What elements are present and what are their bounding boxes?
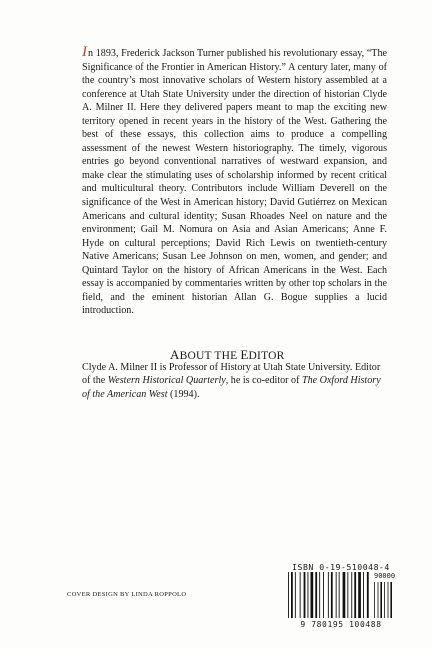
heading-cap-a: A [170, 347, 180, 362]
barcode-bar [358, 572, 361, 618]
barcode-bar [331, 572, 333, 618]
cover-design-credit: COVER DESIGN BY LINDA ROPPOLO [67, 591, 187, 598]
barcode-bar [363, 572, 364, 618]
barcode-bar [343, 572, 346, 618]
barcode-bar [323, 572, 324, 618]
barcode-bar [347, 572, 348, 618]
addon-bar [388, 582, 389, 618]
barcode-bar [295, 572, 296, 618]
editor-bio-text-3: (1994). [167, 388, 200, 400]
barcode-bar [339, 572, 340, 618]
barcode-bar [328, 572, 329, 618]
description-paragraph [82, 44, 387, 318]
journal-title: Western Historical Quarterly [107, 375, 226, 387]
isbn-label: ISBN 0-19-510048-4 [292, 562, 390, 572]
barcode-block [286, 562, 396, 632]
barcode-bar [308, 572, 309, 618]
barcode-bar [311, 572, 314, 618]
barcode-bar [336, 572, 337, 618]
heading-cap-e: E [240, 347, 249, 362]
editor-bio-text-2: , he is co-editor of [225, 375, 302, 387]
barcode-bar [367, 572, 369, 618]
addon-bar [390, 582, 392, 618]
addon-bar [378, 582, 379, 618]
editor-bio [82, 361, 387, 401]
barcode-bar [315, 572, 317, 618]
editor-bio-text-1: Clyde A. Milner II is Professor of History at Utah State University. Editor of the [82, 362, 381, 387]
drop-cap: I [82, 44, 87, 60]
barcode-bar [288, 572, 289, 618]
barcode-bar [304, 572, 306, 618]
barcode-bar [300, 572, 301, 618]
description-text: n 1893, Frederick Jackson Turner published his revolutionary essay, “The Significance of the Frontier in American History.” A century later, many of the country’s most innovative scholars of Western history assembled at a conference at Utah State University under the direction of historian Clyde A. Milner II. Here they delivered papers meant to map the exciting new territory opened in recent years in the history of the West. Gathering the best of these essays, this collection aims to produce a compelling assessment of the newest Western historiography. The timely, vigorous entries go beyond conventional narratives of westward expansion, and make clear the stimulating uses of scholarship informed by recent critical and multicultural theory. Contributors include William Deverell on the significance of the West in American history; David Gutiérrez on Mexican Americans and cultural identity; Susan Rhoades Neel on nature and the environment; Gail M. Nomura on Asia and Asian Americans; Anne F. Hyde on cultural perceptions; David Rich Lewis on twentieth-century Native Americans; Susan Lee Johnson on men, women, and gender; and Quintard Taylor on the history of African Americans in the West. Each essay is accompanied by commentaries written by other top scholars in the field, and the eminent historian Allan G. Bogue supplies a lucid introduction. [82, 48, 387, 317]
book-title: The Oxford History of the American West [82, 375, 381, 400]
barcode-bar [354, 572, 356, 618]
addon-number: 90000 [374, 572, 396, 580]
heading-part-d: DITOR [248, 350, 285, 362]
ean-number: 9 780195 100488 [300, 620, 382, 629]
heading-part-b: BOUT THE [179, 350, 241, 362]
barcode-bar [351, 572, 352, 618]
addon-bar [380, 582, 382, 618]
barcode-bar [319, 572, 320, 618]
addon-bar [374, 582, 375, 618]
addon-bar [384, 582, 385, 618]
barcode-bar [291, 572, 293, 618]
description-block [82, 44, 387, 318]
